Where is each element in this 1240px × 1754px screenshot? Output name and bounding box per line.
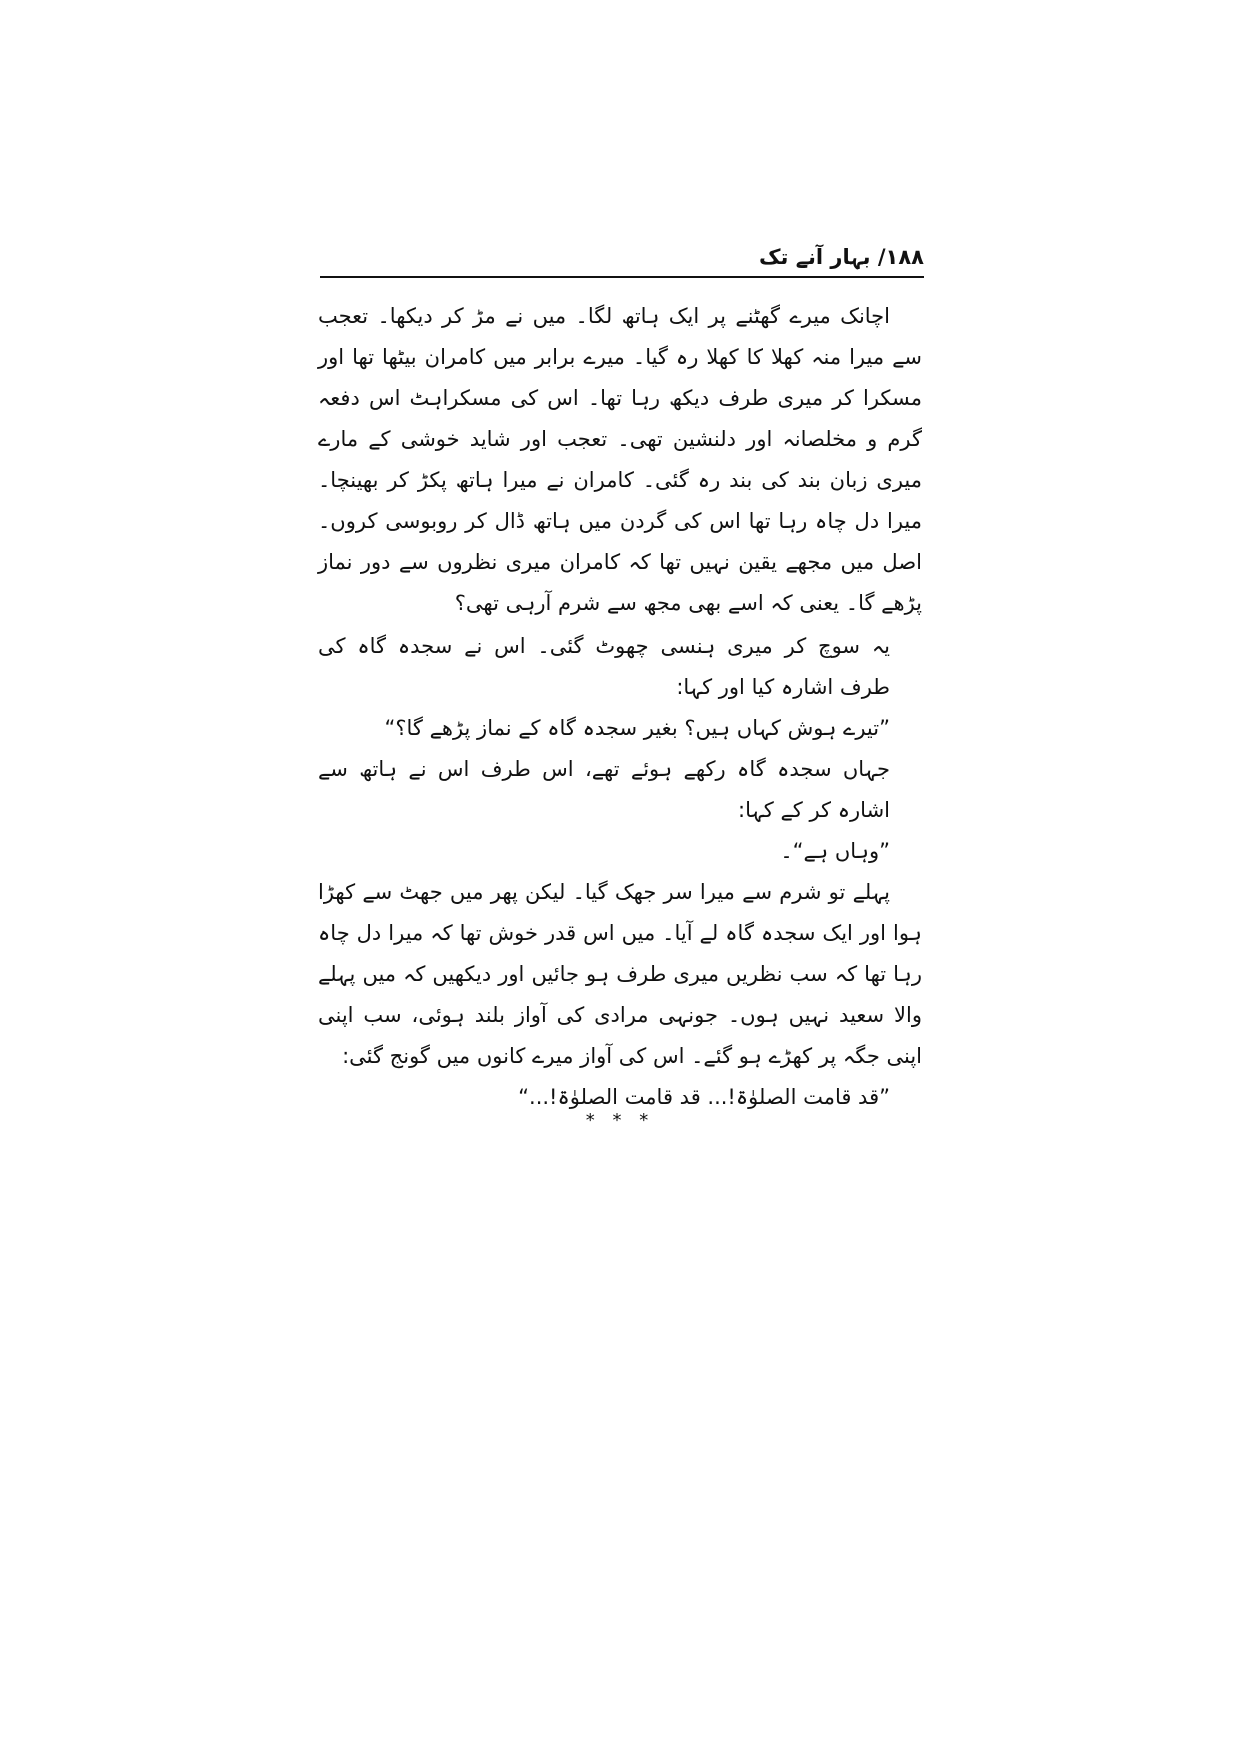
page-body [318,296,922,1118]
paragraph-2: یہ سوچ کر میری ہنسی چھوٹ گئی۔ اس نے سجدہ گاہ کی طرف اشارہ کیا اور کہا: [318,634,890,699]
paragraph-3: جہاں سجدہ گاہ رکھے ہوئے تھے، اس طرف اس نے ہاتھ سے اشارہ کر کے کہا: [318,757,890,822]
paragraph-4: پہلے تو شرم سے میرا سر جھک گیا۔ لیکن پھر میں جھٹ سے کھڑا ہوا اور ایک سجدہ گاہ لے آیا۔ میں اس قدر خوش تھا کہ میرا دل چاہ رہا تھا کہ سب نظریں میری طرف ہو جائیں اور دیکھیں کہ میں پہلے والا سعید نہیں ہوں۔ جونہی مرادی کی آواز بلند ہوئی، سب اپنی اپنی جگہ پر کھڑے ہو گئے۔ اس کی آواز میرے کانوں میں گونج گئی: [318,880,922,1068]
running-head: ۱۸۸/ بہار آنے تک [759,245,924,269]
dialogue-2: ”وہاں ہے“۔ [780,839,890,863]
header-rule [320,276,924,278]
dialogue-3: ”قد قامت الصلوٰۃ!... قد قامت الصلوٰۃ!...“ [518,1085,890,1109]
dialogue-1: ”تیرے ہوش کہاں ہیں؟ بغیر سجدہ گاہ کے نماز پڑھے گا؟“ [384,716,890,740]
section-end-ornament: * * * [585,1110,655,1131]
paragraph-1: اچانک میرے گھٹنے پر ایک ہاتھ لگا۔ میں نے مڑ کر دیکھا۔ تعجب سے میرا منہ کھلا کا کھلا رہ گیا۔ میرے برابر میں کامران بیٹھا تھا اور مسکرا کر میری طرف دیکھ رہا تھا۔ اس کی مسکراہٹ اس دفعہ گرم و مخلصانہ اور دلنشین تھی۔ تعجب اور شاید خوشی کے مارے میری زبان بند کی بند رہ گئی۔ کامران نے میرا ہاتھ پکڑ کر بھینچا۔ میرا دل چاہ رہا تھا اس کی گردن میں ہاتھ ڈال کر روبوسی کروں۔ اصل میں مجھے یقین نہیں تھا کہ کامران میری نظروں سے دور نماز پڑھے گا۔ یعنی کہ اسے بھی مجھ سے شرم آرہی تھی؟ [318,304,922,615]
